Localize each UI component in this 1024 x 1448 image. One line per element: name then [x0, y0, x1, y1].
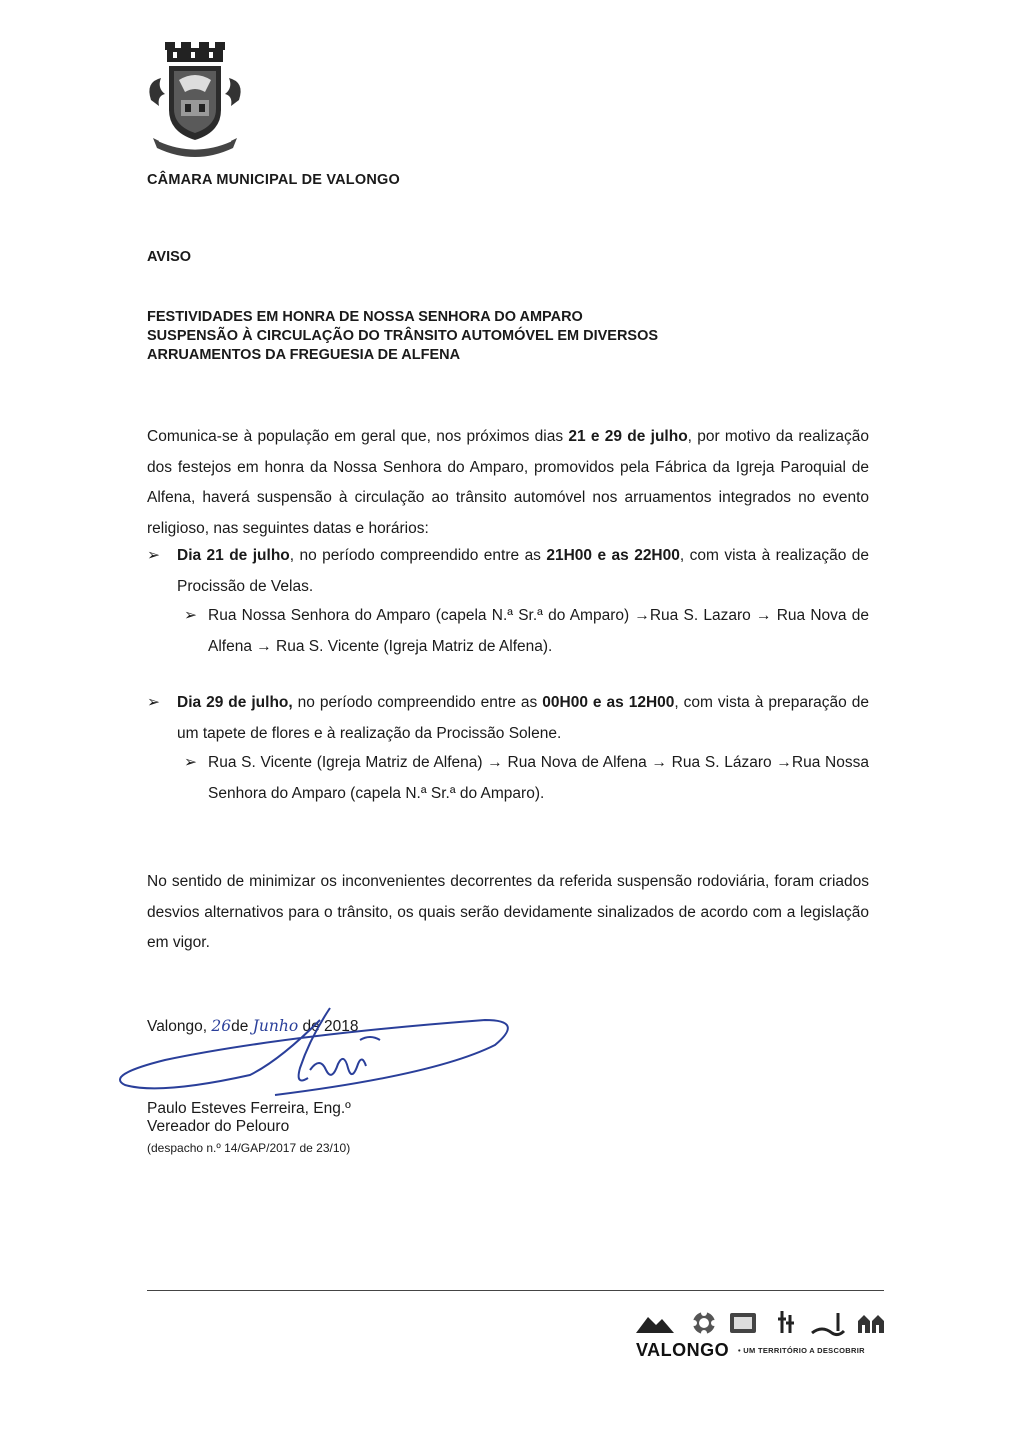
item-end: , com vista à realização de Procissão de Velas. [177, 547, 869, 595]
title-line: ARRUAMENTOS DA FREGUESIA DE ALFENA [147, 347, 461, 363]
footer-divider [147, 1290, 884, 1291]
schedule-item [147, 688, 869, 749]
route-item [184, 748, 869, 809]
route-text: Rua S. Vicente (Igreja Matriz de Alfena) → Rua Nova de Alfena → Rua S. Lázaro →Rua Nossa Senhora do Amparo (capela N.ª Sr.ª do Amparo). [208, 754, 869, 802]
date-place: Valongo, [147, 1018, 212, 1035]
signatory-name: Paulo Esteves Ferreira, Eng.º [147, 1100, 351, 1117]
figures-icon [778, 1311, 794, 1333]
date-year: de 2018 [298, 1018, 359, 1035]
intro-dates: 21 e 29 de julho [568, 428, 688, 445]
date-month-handwritten: Junho [252, 1017, 299, 1035]
coat-of-arms-icon [145, 40, 245, 158]
notice-title [147, 308, 658, 365]
footer-logo-strip [632, 1305, 892, 1341]
route-item [184, 601, 869, 662]
closing-paragraph: No sentido de minimizar os inconvenientes decorrentes da referida suspensão rodoviária, foram criados desvios alternativos para o trânsito, os quais serão devidamente sinalizados de acordo com a legislação em vigor. [147, 873, 869, 951]
item-day: Dia 29 de julho, [177, 694, 293, 711]
schedule-item [147, 541, 869, 602]
houses-icon [858, 1315, 884, 1333]
item-times: 00H00 e as 12H00 [542, 694, 675, 711]
flower-icon [691, 1310, 717, 1336]
despacho-reference: (despacho n.º 14/GAP/2017 de 23/10) [147, 1141, 351, 1155]
council-name: CÂMARA MUNICIPAL DE VALONGO [147, 172, 400, 188]
footer-brand: VALONGO [636, 1340, 730, 1360]
item-day: Dia 21 de julho [177, 547, 290, 564]
signatory-role: Vereador do Pelouro [147, 1118, 290, 1135]
title-line: FESTIVIDADES EM HONRA DE NOSSA SENHORA DO AMPARO [147, 309, 583, 325]
intro-paragraph [147, 422, 869, 544]
arrow-bullet-icon: ➢ [147, 547, 160, 564]
mountain-icon [636, 1317, 674, 1333]
route-text: Rua Nossa Senhora do Amparo (capela N.ª Sr.ª do Amparo) →Rua S. Lazaro → Rua Nova de Alfena → Rua S. Vicente (Igreja Matriz de Alfena). [208, 607, 869, 655]
notice-label: AVISO [147, 249, 192, 265]
date-day-handwritten: 26 [211, 1017, 232, 1035]
item-mid: , no período compreendido entre as [289, 547, 547, 564]
arrow-bullet-icon: ➢ [184, 754, 197, 771]
intro-post: , por motivo da realização dos festejos em honra da Nossa Senhora do Amparo, promovidos pela Fábrica da Igreja Paroquial de Alfena, haverá suspensão à circulação ao trânsito automóvel nos arruamentos integrados no evento religioso, nas seguintes datas e horários: [147, 428, 870, 537]
arrow-bullet-icon: ➢ [184, 607, 197, 624]
item-times: 21H00 e as 22H00 [546, 547, 680, 564]
screen-icon [730, 1313, 756, 1333]
item-mid: no período compreendido entre as [292, 694, 543, 711]
title-line: SUSPENSÃO À CIRCULAÇÃO DO TRÂNSITO AUTOMÓVEL EM DIVERSOS [147, 328, 659, 344]
river-icon [812, 1313, 844, 1335]
footer-tagline: • UM TERRITÓRIO A DESCOBRIR [738, 1346, 865, 1355]
item-end: , com vista à preparação de um tapete de flores e à realização da Procissão Solene. [177, 694, 869, 742]
signatory [147, 1100, 351, 1136]
date-de: de [231, 1018, 253, 1035]
arrow-bullet-icon: ➢ [147, 694, 160, 711]
signature-scribble [110, 1000, 530, 1110]
intro-pre: Comunica-se à população em geral que, nos próximos dias [147, 428, 569, 445]
